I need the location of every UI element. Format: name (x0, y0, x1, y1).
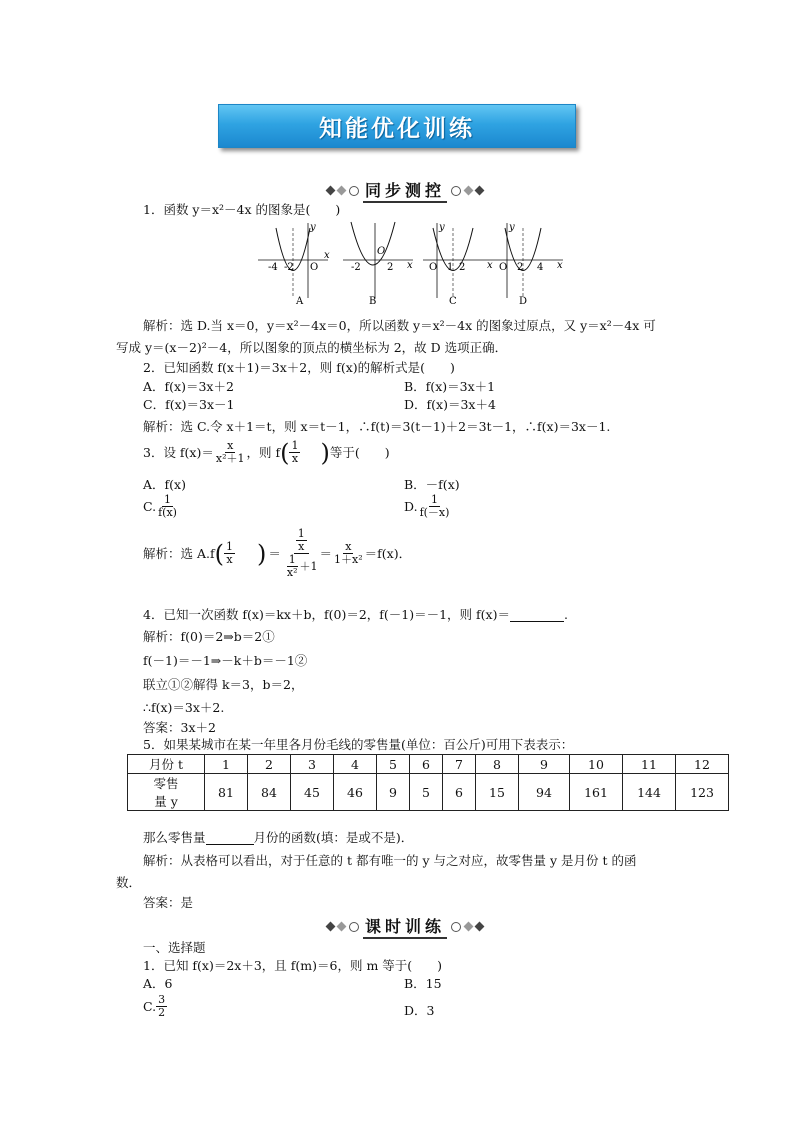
q4-analysis-line3: 联立①②解得 k＝3，b＝2， (143, 677, 304, 692)
tick-label: x (407, 260, 413, 271)
q3-option-c (143, 494, 179, 519)
q3-stem-c: 等于( ) (329, 445, 390, 461)
q3-stem: 3．设 f(x)＝ $\frac{x}{\text{x²＋1}}$ ，则 f ( $\frac{1}{x}$ ) 等于( ) (143, 438, 390, 467)
denominator: x² (286, 566, 298, 580)
table-cell: 9 (519, 755, 570, 774)
q2-option-c: C．f(x)＝3x－1 (143, 397, 235, 412)
denominator: 1＋x² (334, 553, 363, 567)
q3-option-b: B．－f(x) (404, 477, 460, 492)
numerator: 1 (430, 493, 438, 506)
fraction (156, 494, 179, 519)
diamond-icon (326, 922, 336, 932)
table-cell: 45 (291, 774, 334, 811)
fraction (214, 440, 247, 465)
q3-analysis-result: ＝f(x)． (364, 546, 412, 562)
tick-label: 4 (537, 262, 544, 273)
fraction (156, 994, 167, 1019)
graph-c (423, 222, 493, 307)
denominator: x²＋1 (215, 452, 245, 466)
numerator: x (227, 439, 234, 452)
header-line: 量 y (154, 794, 178, 809)
q2-analysis: 解析：选 C.令 x＋1＝t，则 x＝t－1，∴f(t)＝3(t－1)＋2＝3t－1，∴f(x)＝3x－1. (143, 419, 611, 434)
circle-icon (349, 186, 359, 196)
fraction (224, 541, 235, 566)
table-cell: 81 (205, 774, 248, 811)
q5-analysis-line1: 解析：从表格可以看出，对于任意的 t 都有唯一的 y 与之对应，故零售量 y 是月份 t 的函 (143, 853, 637, 868)
tick-label: 2 (459, 262, 466, 273)
tick-label: 2 (517, 262, 524, 273)
title-banner (218, 104, 576, 148)
q5-answer: 答案：是 (143, 895, 194, 910)
table-cell: 11 (623, 755, 676, 774)
tick-label: y (310, 222, 316, 233)
diamond-icon (464, 922, 474, 932)
section-title: 课时训练 (363, 914, 447, 939)
numerator: 3 (158, 993, 166, 1006)
fraction (418, 494, 452, 519)
part1-q1-option-d: D．3 (404, 1003, 435, 1018)
tick-label: -2 (284, 262, 294, 273)
table-row (128, 755, 729, 774)
denominator: 2 (158, 1006, 166, 1020)
q2-option-d: D．f(x)＝3x＋4 (404, 397, 496, 412)
fraction (289, 440, 300, 465)
graph-label: B (369, 296, 377, 307)
fraction (332, 541, 365, 566)
table-cell: 144 (623, 774, 676, 811)
tick-label: O (429, 262, 438, 273)
graph-label: D (519, 296, 528, 307)
denominator: f(－x) (419, 506, 450, 520)
q1-analysis-line2: 写成 y＝(x－2)²－4，所以图象的顶点的横坐标为 2，故 D 选项正确． (116, 340, 508, 355)
q3-option-a: A．f(x) (143, 477, 186, 492)
numerator: x (345, 540, 352, 554)
circle-icon (451, 922, 461, 932)
graph-a (258, 222, 330, 307)
denominator: f(x) (158, 506, 177, 520)
option-prefix: D. (404, 499, 418, 515)
q2-stem: 2．已知函数 f(x＋1)＝3x＋2，则 f(x)的解析式是( ) (143, 360, 455, 375)
table-header (128, 774, 205, 811)
diamond-icon (337, 186, 347, 196)
table-cell: 6 (410, 755, 443, 774)
tick-label: x (324, 250, 330, 261)
q4-analysis-line4: ∴f(x)＝3x＋2. (143, 700, 225, 715)
q3-analysis: 解析：选 A.f ( $\frac{1}{x}$ ) ＝ $\frac{1}{x}$ $\frac{1}{\text{x²}}$ ＋1 ＝ $\frac{x}{\text{1＋x²}}$ ＝f(x)． (143, 527, 412, 580)
q1-analysis-line1: 解析：选 D.当 x＝0，y＝x²－4x＝0，所以函数 y＝x²－4x 的图象过原点，又 y＝x²－4x 可 (143, 318, 656, 333)
part1-q1-stem: 1．已知 f(x)＝2x＋3，且 f(m)＝6，则 m 等于( ) (143, 958, 443, 973)
compound-denominator (283, 554, 320, 579)
graph-label: A (296, 296, 304, 307)
table-cell: 5 (410, 774, 443, 811)
graph-b (343, 222, 413, 307)
table-cell: 1 (205, 755, 248, 774)
tick-label: 1 (447, 262, 454, 273)
denominator: x (291, 452, 299, 466)
q5-fill-b: 月份的函数(填：是或不是)． (253, 830, 414, 845)
graph-d (493, 222, 563, 307)
part1-heading: 一、选择题 (143, 940, 206, 955)
table-cell: 9 (377, 774, 410, 811)
table-cell: 6 (443, 774, 476, 811)
fraction (285, 554, 300, 579)
q2-option-a: A．f(x)＝3x＋2 (143, 379, 234, 394)
table-cell: 161 (570, 774, 623, 811)
part1-q1-option-a: A．6 (143, 976, 173, 991)
q5-fill (143, 830, 413, 845)
q4-stem: 4．已知一次函数 f(x)＝kx＋b，f(0)＝2，f(－1)＝－1，则 f(x)＝ . (143, 607, 568, 622)
answer-blank (206, 844, 254, 845)
numerator: 1 (297, 527, 305, 540)
equals-sign: ＝ (319, 546, 333, 562)
q1-stem: 1．函数 y＝x²－4x 的图象是( ) (143, 202, 341, 217)
tick-label: O (377, 246, 386, 257)
tick-label: -2 (351, 262, 361, 273)
denominator: x (226, 553, 233, 567)
numerator: 1 (225, 540, 233, 554)
option-prefix: C. (143, 499, 157, 515)
diamond-icon (475, 186, 485, 196)
tick-label: x (487, 260, 493, 271)
circle-icon (451, 186, 461, 196)
numerator: 1 (164, 493, 172, 506)
q4-answer: 答案：3x＋2 (143, 720, 216, 735)
q4-stem-text: 4．已知一次函数 f(x)＝kx＋b，f(0)＝2，f(－1)＝－1，则 f(x)＝ (143, 607, 510, 622)
q5-fill-a: 那么零售量 (143, 830, 206, 845)
numerator: 1 (291, 439, 299, 452)
tick-label: x (557, 260, 563, 271)
table-cell: 46 (334, 774, 377, 811)
tick-label: 2 (387, 262, 394, 273)
tick-label: y (509, 222, 515, 233)
option-prefix: C. (143, 999, 157, 1015)
denominator: x (298, 540, 305, 554)
diamond-icon (475, 922, 485, 932)
q4-analysis-line1: 解析：f(0)＝2⇒b＝2① (143, 629, 275, 644)
table-cell: 15 (476, 774, 519, 811)
table-header: 月份 t (128, 755, 205, 774)
banner-title: 知能优化训练 (319, 115, 475, 142)
compound-fraction (283, 528, 320, 579)
q3-analysis-a: 解析：选 A.f (143, 546, 215, 562)
q4-analysis-line2: f(－1)＝－1⇒－k＋b＝－1② (143, 653, 308, 668)
table-row (128, 774, 729, 811)
q1-graphs (258, 218, 568, 310)
q3-stem-b: ，则 f (246, 445, 281, 461)
q3-stem-a: 3．设 f(x)＝ (143, 445, 214, 461)
q3-option-d (404, 494, 451, 519)
table-cell: 10 (570, 755, 623, 774)
tick-label: O (499, 262, 508, 273)
graph-label: C (449, 296, 457, 307)
part1-q1-option-b: B．15 (404, 976, 442, 991)
section-header-sync (327, 178, 483, 203)
circle-icon (349, 922, 359, 932)
diamond-icon (326, 186, 336, 196)
q2-option-b: B．f(x)＝3x＋1 (404, 379, 496, 394)
tick-label: y (439, 222, 445, 233)
table-cell: 8 (476, 755, 519, 774)
table-cell: 4 (334, 755, 377, 774)
plus-term: ＋1 (299, 559, 318, 573)
tick-label: -4 (268, 262, 278, 273)
numerator: 1 (288, 553, 296, 567)
table-cell: 84 (248, 774, 291, 811)
section-title: 同步测控 (363, 178, 447, 203)
q5-analysis-line2: 数． (116, 875, 142, 890)
tick-label: O (310, 262, 319, 273)
header-line: 零售 (153, 776, 179, 791)
diamond-icon (337, 922, 347, 932)
section-header-course (327, 914, 483, 939)
table-cell: 3 (291, 755, 334, 774)
sales-table (127, 754, 729, 811)
compound-numerator (294, 528, 309, 554)
part1-q1-option-c (143, 994, 167, 1019)
table-cell: 12 (676, 755, 729, 774)
table-cell: 123 (676, 774, 729, 811)
diamond-icon (464, 186, 474, 196)
table-cell: 94 (519, 774, 570, 811)
answer-blank (510, 621, 564, 622)
table-cell: 7 (443, 755, 476, 774)
table-cell: 2 (248, 755, 291, 774)
table-cell: 5 (377, 755, 410, 774)
q5-stem: 5．如果某城市在某一年里各月份毛线的零售量(单位：百公斤)可用下表表示： (143, 737, 574, 752)
